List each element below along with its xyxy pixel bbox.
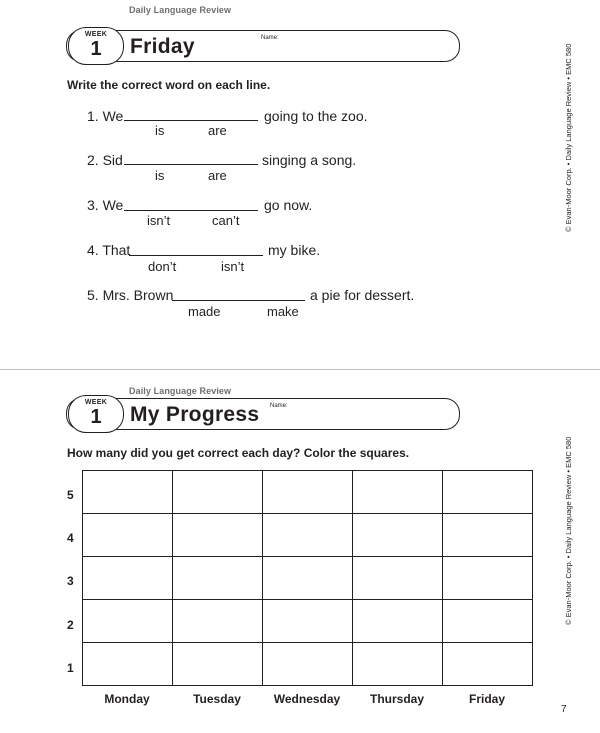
- grid-row: [83, 643, 533, 686]
- copyright-sidebar: © Evan-Moor Corp. • Daily Language Review • EMC 580: [564, 43, 573, 232]
- name-label: Name:: [270, 403, 288, 409]
- choice-a[interactable]: isn’t: [147, 213, 171, 228]
- item-prompt: 2. Sid: [87, 152, 123, 168]
- page-title: My Progress: [130, 403, 260, 426]
- choice-a[interactable]: is: [155, 168, 165, 183]
- grid-row: [83, 600, 533, 643]
- grid-square[interactable]: [263, 471, 353, 514]
- answer-line[interactable]: [129, 255, 263, 256]
- grid-row: [83, 514, 533, 557]
- grid-square[interactable]: [173, 600, 263, 643]
- day-label-friday: Friday: [468, 692, 505, 706]
- item-prompt: 1. We: [87, 108, 124, 124]
- grid-square[interactable]: [263, 600, 353, 643]
- week-label: WEEK: [84, 399, 108, 406]
- choice-b[interactable]: are: [208, 123, 227, 138]
- page-number: 7: [561, 704, 567, 715]
- grid-square[interactable]: [443, 600, 533, 643]
- answer-line[interactable]: [124, 120, 258, 121]
- grid-square[interactable]: [263, 643, 353, 686]
- name-label: Name:: [261, 35, 279, 41]
- week-badge: [68, 27, 124, 65]
- grid-square[interactable]: [353, 471, 443, 514]
- choice-b[interactable]: are: [208, 168, 227, 183]
- grid-square[interactable]: [83, 643, 173, 686]
- grid-square[interactable]: [263, 557, 353, 600]
- row-label-3: 3: [67, 574, 74, 588]
- grid-square[interactable]: [173, 557, 263, 600]
- header-bar: [66, 398, 460, 430]
- grid-square[interactable]: [83, 600, 173, 643]
- day-label-thursday: Thursday: [369, 692, 424, 706]
- grid-square[interactable]: [353, 557, 443, 600]
- grid-square[interactable]: [83, 471, 173, 514]
- grid-row: [83, 557, 533, 600]
- choice-b[interactable]: isn’t: [221, 259, 245, 274]
- grid-square[interactable]: [443, 557, 533, 600]
- day-label-wednesday: Wednesday: [273, 692, 341, 706]
- copyright-sidebar: © Evan-Moor Corp. • Daily Language Review • EMC 580: [564, 436, 573, 625]
- choice-b[interactable]: can’t: [212, 213, 240, 228]
- item-prompt: 5. Mrs. Brown: [87, 287, 174, 303]
- week-number: 1: [90, 38, 102, 60]
- choice-a[interactable]: is: [155, 123, 165, 138]
- series-label: Daily Language Review: [129, 386, 232, 396]
- answer-line[interactable]: [124, 164, 258, 165]
- grid-square[interactable]: [443, 643, 533, 686]
- day-label-tuesday: Tuesday: [193, 692, 241, 706]
- instructions: How many did you get correct each day? Color the squares.: [67, 446, 410, 460]
- item-ending: going to the zoo.: [264, 108, 368, 124]
- grid-square[interactable]: [443, 514, 533, 557]
- choice-b[interactable]: make: [267, 304, 299, 319]
- grid-square[interactable]: [353, 514, 443, 557]
- item-ending: go now.: [264, 197, 313, 213]
- page-title: Friday: [130, 35, 195, 58]
- week-label: WEEK: [84, 31, 108, 38]
- week-badge: [68, 395, 124, 433]
- grid-square[interactable]: [263, 514, 353, 557]
- row-label-2: 2: [67, 618, 74, 632]
- item-prompt: 4. That: [87, 242, 131, 258]
- choice-a[interactable]: don’t: [148, 259, 177, 274]
- grid-square[interactable]: [173, 514, 263, 557]
- grid-square[interactable]: [353, 643, 443, 686]
- row-label-5: 5: [67, 488, 74, 502]
- answer-line[interactable]: [172, 300, 305, 301]
- grid-square[interactable]: [173, 471, 263, 514]
- grid-square[interactable]: [443, 471, 533, 514]
- choice-a[interactable]: made: [188, 304, 221, 319]
- day-label-monday: Monday: [104, 692, 150, 706]
- row-label-4: 4: [67, 531, 74, 545]
- item-ending: my bike.: [268, 242, 321, 258]
- item-ending: a pie for dessert.: [310, 287, 415, 303]
- page-divider: [0, 369, 600, 370]
- answer-line[interactable]: [124, 210, 258, 211]
- series-label: Daily Language Review: [129, 5, 232, 15]
- grid-row: [83, 471, 533, 514]
- grid-square[interactable]: [83, 514, 173, 557]
- grid-square[interactable]: [173, 643, 263, 686]
- grid-square[interactable]: [353, 600, 443, 643]
- item-ending: singing a song.: [262, 152, 357, 168]
- grid-square[interactable]: [83, 557, 173, 600]
- week-number: 1: [90, 406, 102, 428]
- instructions: Write the correct word on each line.: [67, 78, 271, 92]
- progress-grid: [82, 470, 533, 686]
- item-prompt: 3. We: [87, 197, 124, 213]
- row-label-1: 1: [67, 661, 74, 675]
